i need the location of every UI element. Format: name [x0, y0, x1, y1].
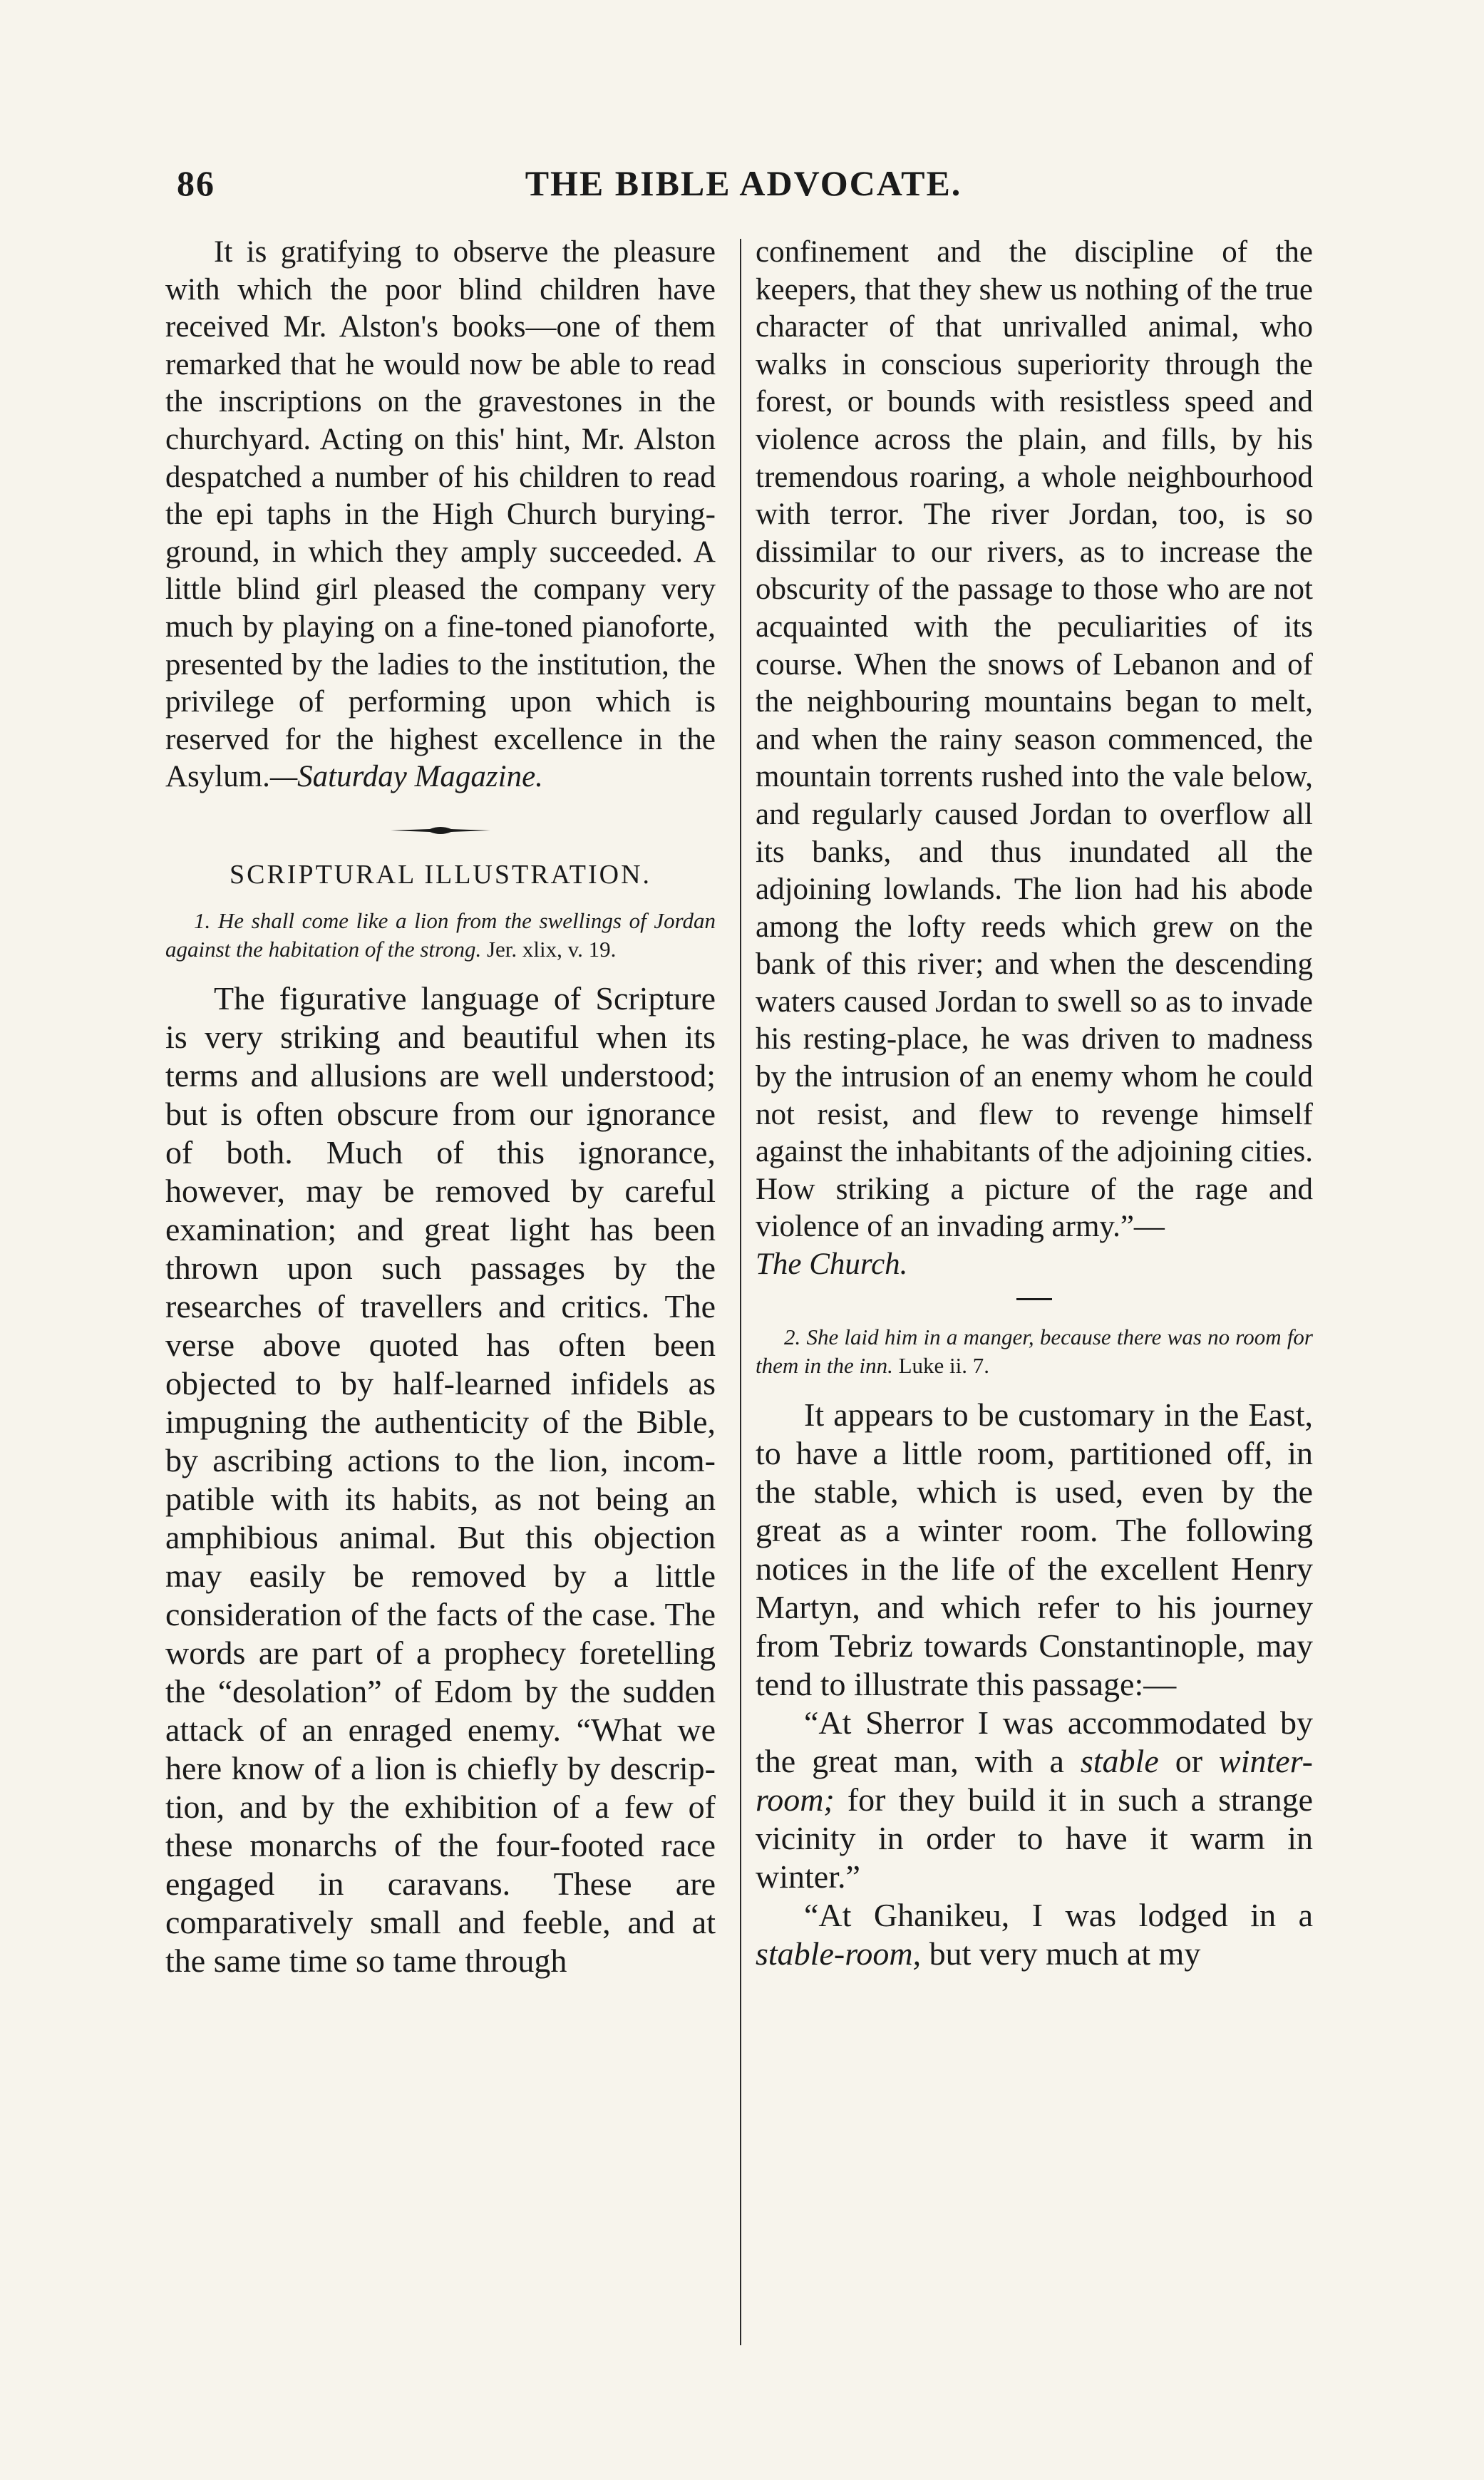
emphasis: winter-room;	[756, 1742, 1313, 1818]
paragraph-figurative-language: The figurative language of Scripture is very striking and beautiful when its terms and allusions are well understood; but is often obscure from our ignorance of both. Much of this ignorance, however, may be removed by careful examination; and great light has been thrown upon such passages by the researches of travellers and critics. The verse above quoted has often been objected to by half-learned infidels as impugning the authenticity of the Bible, by ascribing actions to the lion, incompatible with its habits, as not being an amphibious animal. But this objection may easily be removed by a little consideration of the facts of the case. The words are part of a prophecy foretelling the “desolation” of Edom by the sudden attack of an enraged enemy. “What we here know of a lion is chiefly by description, and by the exhibition of a few of these monarchs of the four-footed race engaged in caravans. These are comparatively small and feeble, and at the same time so tame through	[165, 979, 716, 1979]
paragraph-text: confinement and the discipline of the keepers, that they shew us nothing of the true character of that unrivalled animal, who walks in conscious superiority through the forest, or bounds with resistless speed and violence across the plain, and fills, by his tremendous roaring, a whole neighbourhood with terror. The river Jordan, too, is so dissimilar to our rivers, as to increase the obscurity of the passage to those who are not acquainted with the peculiarities of its course. When the snows of Lebanon and of the neighbouring mountains began to melt, and when the rainy season commenced, the mountain torrents rushed into the vale below, and regularly caused Jordan to overflow all its banks, and thus inundated all the adjoining lowlands. The lion had his abode among the lofty reeds which grew on the bank of this river; and when the descending waters caused Jordan to swell so as to invade his resting-place, he was driven to madness by the intrusion of an enemy whom he could not resist, and flew to revenge himself against the inhabitants of the adjoining cities. How striking a picture of the rage and violence of an invading army.”—	[756, 235, 1313, 1244]
verse-reference: Jer. xlix, v. 19.	[486, 936, 617, 962]
section-title: SCRIPTURAL ILLUSTRATION.	[229, 859, 652, 890]
text-run: or	[1158, 1742, 1220, 1779]
verse-reference: Luke ii. 7.	[898, 1352, 990, 1378]
ornamental-dash	[387, 823, 494, 838]
emphasis: stable-room,	[756, 1935, 922, 1972]
verse-text: 1. He shall come like a lion from the swellings of Jordan against the habitation of the strong.	[165, 907, 716, 962]
paragraph-blind-children	[165, 234, 716, 796]
text-run: for they build it in such a strange vicinity in order to have it warm in winter.”	[756, 1781, 1313, 1895]
paragraph-sherror	[756, 1704, 1313, 1896]
right-column	[756, 234, 1313, 1973]
source-attribution: —Saturday Magazine.	[269, 760, 543, 794]
verse-text: 2. She laid him in a manger, because there was no room for them in the inn.	[756, 1324, 1313, 1378]
text-run: “At Ghanikeu, I was lodged in a	[804, 1896, 1313, 1933]
running-title: THE BIBLE ADVOCATE.	[525, 163, 962, 203]
paragraph-text: It is gratifying to observe the pleasure with which the poor blind children have received Mr. Alston's books—one of them remarked that he would now be able to read the inscriptions on the gravestones in the churchyard. Acting on this' hint, Mr. Alston despatched a number of his children to read the epi taphs in the High Church burying-ground, in which they amply succeeded. A little blind girl pleased the company very much by playing on a fine-toned pianoforte, presented by the ladies to the institution, the privilege of performing upon which is reserved for the highest excellence in the Asylum.	[165, 235, 716, 794]
paragraph-ghanikeu	[756, 1896, 1313, 1973]
source-attribution: The Church.	[756, 1247, 908, 1282]
paragraph-jordan	[756, 234, 1313, 1246]
column-divider	[740, 239, 741, 2345]
verse-quotation	[756, 1323, 1313, 1380]
section-divider	[1016, 1298, 1052, 1300]
page-header	[177, 163, 1310, 212]
left-column	[165, 234, 716, 1980]
text-run: “At Sherror I was accommodated by the great man, with a	[756, 1704, 1313, 1779]
page-number: 86	[177, 163, 215, 203]
paragraph-customary: It appears to be customary in the East, to have a little room, partitioned off, in the stable, which is used, even by the great as a winter room. The following notices in the life of the excellent Henry Martyn, and which refer to his journey from Tebriz towards Constantinople, may tend to illustrate this passage:—	[756, 1396, 1313, 1702]
verse-quotation	[165, 907, 716, 964]
emphasis: stable	[1080, 1742, 1159, 1779]
text-run: but very much at my	[921, 1935, 1201, 1972]
